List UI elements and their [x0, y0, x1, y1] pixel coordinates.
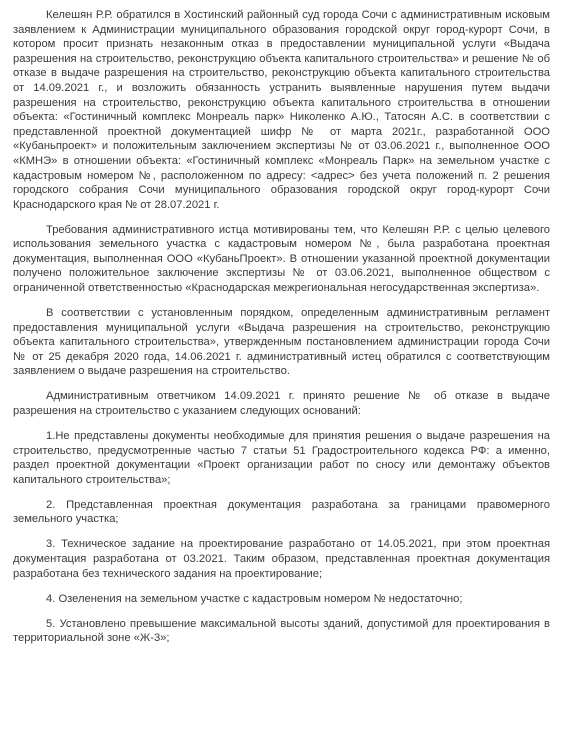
- list-item-ground-1: 1.Не представлены документы необходимые для принятия решения о выдаче разрешения на строительство, предусмотренные частью 7 статьи 51 Градостроительного кодекса РФ: а именно, раздел проектной документации «Проект организации работ по сносу или демонтажу объектов капитального строительства»;: [13, 430, 550, 486]
- paragraph-refusal: Административным ответчиком 14.09.2021 г. принято решение № об отказе в выдаче разрешения на строительство с указанием следующих оснований:: [13, 390, 550, 418]
- paragraph-claim: Келешян Р.Р. обратился в Хостинский районный суд города Сочи с административным исковым заявлением к Администрации муниципального образования городской округ город-курорт Сочи, в котором просит признать незаконным отказ в предоставлении муниципальной услуги «Выдача разрешения на строительство, реконструкцию объекта капитального строительства» и решение № об отказе в выдаче разрешения на строительство, реконструкцию объекта капитального строительства от 14.09.2021 г., и возложить обязанность устранить выявленные нарушения путем выдачи разрешения на строительство, реконструкцию объекта капитального строительства в отношении объекта: «Гостиничный комплекс Монреаль парк» Николенко А.Ю., Татосян А.С. в соответствии с представленной проектной документацией шифр № от марта 2021г., разработанной ООО «Кубаньпроект» и положительным заключением экспертизы № от 03.06.2021 г., выполненное ООО «КМНЭ» в отношении объекта: «Гостиничный комплекс «Монреаль Парк» на земельном участке с кадастровым номером №, расположенном по адресу: <адрес> без учета положений п. 2 решения городского собрания Сочи муниципального образования городской округ город-курорт Сочи Краснодарского края № от 28.07.2021 г.: [13, 9, 550, 211]
- list-item-ground-4: 4. Озеленения на земельном участке с кадастровым номером № недостаточно;: [46, 592, 463, 605]
- paragraph-requirements: Требования административного истца мотивированы тем, что Келешян Р.Р. с целью целевого использования земельного участка с кадастровым номером №, была разработана проектная документация, выполненная ООО «КубаньПроект». В отношении указанной проектной документации получено положительное заключение экспертизы № от 03.06.2021, выполненное обществом с ограниченной ответственностью «Краснодарская межрегиональная негосударственная экспертиза».: [13, 223, 550, 295]
- list-item-ground-3: 3. Техническое задание на проектирование разработано от 14.05.2021, при этом проектная документация разработана от 03.2021. Таким образом, представленная проектная документация разработана без технического задания на проектирование;: [13, 538, 550, 580]
- paragraph-procedure: В соответствии с установленным порядком, определенным административным регламент предоставления муниципальной услуги «Выдача разрешения на строительство, реконструкцию объекта капитального строительства», утвержденным постановлением администрации города Сочи № от 25 декабря 2020 года, 14.06.2021 г. административный истец обратился с соответствующим заявлением о выдаче разрешения на строительство.: [13, 307, 550, 378]
- list-item-ground-2: 2. Представленная проектная документация разработана за границами правомерного земельного участка;: [13, 498, 550, 526]
- list-item-ground-5: 5. Установлено превышение максимальной высоты зданий, допустимой для проектирования в территориальной зоне «Ж-3»;: [13, 617, 550, 645]
